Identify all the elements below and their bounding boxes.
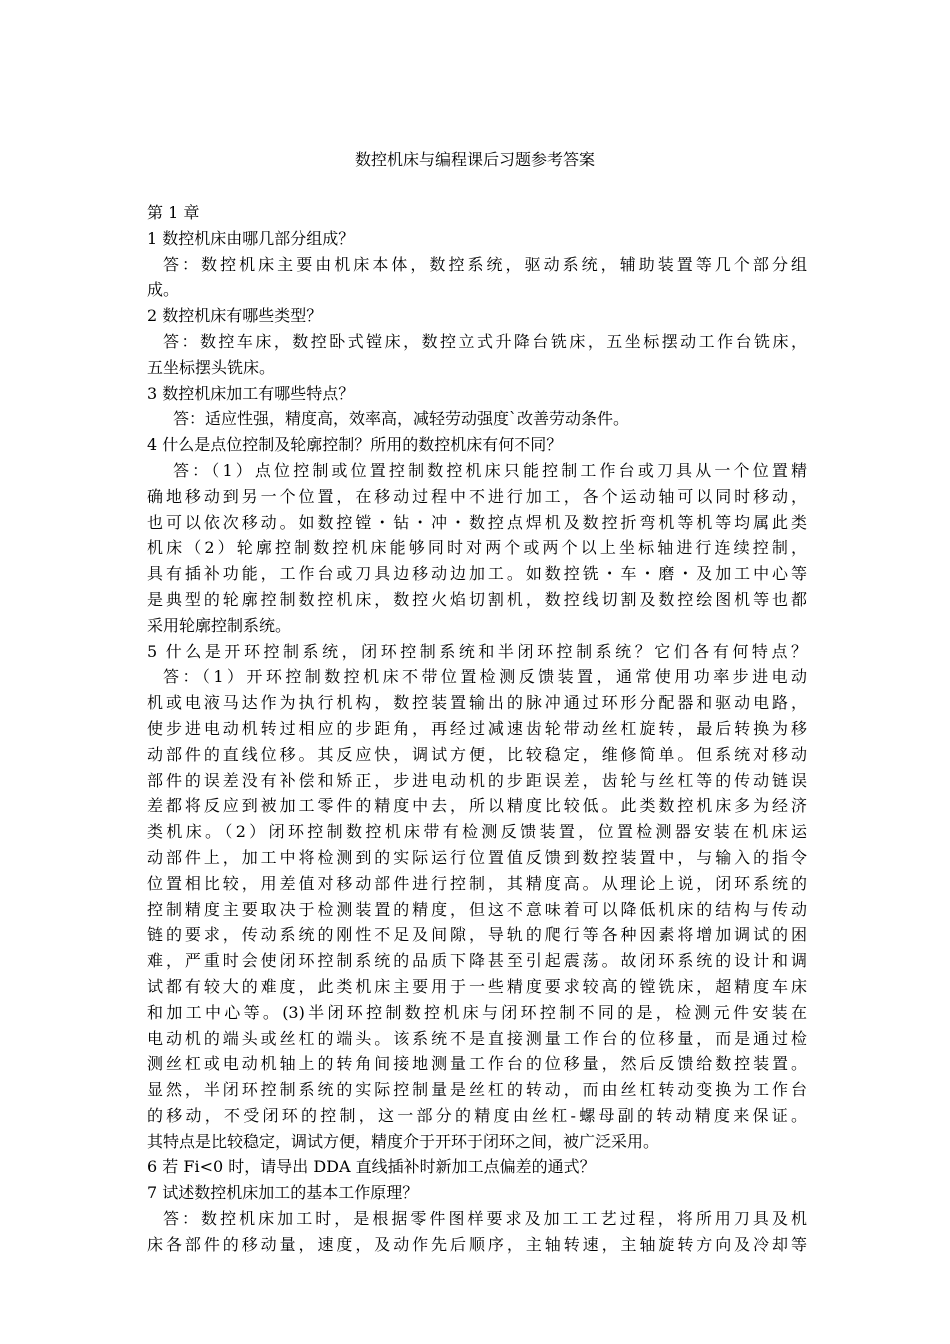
text-line: 2 数控机床有哪些类型？ [147, 306, 323, 326]
text-line: 答：数控车床，数控卧式镗床，数控立式升降台铣床，五坐标摆动工作台铣床， [163, 331, 807, 351]
text-line: 1 数控机床由哪几部分组成？ [147, 228, 355, 248]
text-line: 和加工中心等。(3)半闭环控制数控机床与闭环控制不同的是，检测元件安装在 [147, 1002, 807, 1022]
text-line: 动部件上，加工中将检测到的实际运行位置值反馈到数控装置中，与输入的指令 [147, 847, 807, 867]
text-line: 的移动，不受闭环的控制，这一部分的精度由丝杠-螺母副的转动精度来保证。 [147, 1105, 807, 1125]
text-line: 答：数控机床加工时，是根据零件图样要求及加工工艺过程，将所用刀具及机 [163, 1209, 807, 1229]
text-line: 电动机的端头或丝杠的端头。该系统不是直接测量工作台的位移量，而是通过检 [147, 1028, 807, 1048]
text-line: 第 1 章 [147, 203, 200, 222]
text-line: 4 什么是点位控制及轮廓控制？所用的数控机床有何不同？ [147, 435, 563, 455]
text-line: 成。 [147, 280, 180, 300]
text-line: 具有插补功能，工作台或刀具边移动边加工。如数控铣・车・磨・及加工中心等 [147, 564, 807, 584]
text-line: 类机床。（2）闭环控制数控机床带有检测反馈装置，位置检测器安装在机床运 [147, 822, 807, 842]
text-line: 难，严重时会使闭环控制系统的品质下降甚至引起震荡。故闭环系统的设计和调 [147, 951, 807, 971]
text-line: 7 试述数控机床加工的基本工作原理？ [147, 1183, 419, 1203]
text-line: 答：（1）点位控制或位置控制数控机床只能控制工作台或刀具从一个位置精 [173, 460, 807, 480]
text-line: 位置相比较，用差值对移动部件进行控制，其精度高。从理论上说，闭环系统的 [147, 873, 807, 893]
text-line: 答：（1）开环控制数控机床不带位置检测反馈装置，通常使用功率步进电动 [163, 667, 807, 687]
text-line: 答：适应性强，精度高，效率高，减轻劳动强度`改善劳动条件。 [173, 409, 630, 429]
text-line: 机或电液马达作为执行机构，数控装置输出的脉冲通过环形分配器和驱动电路， [147, 693, 807, 713]
document-title: 数控机床与编程课后习题参考答案 [354, 150, 595, 169]
text-line: 部件的误差没有补偿和矫正，步进电动机的步距误差，齿轮与丝杠等的传动链误 [147, 770, 807, 790]
text-line: 确地移动到另一个位置，在移动过程中不进行加工，各个运动轴可以同时移动， [147, 486, 807, 506]
text-line: 五坐标摆头铣床。 [147, 357, 276, 377]
text-line: 采用轮廓控制系统。 [147, 615, 292, 635]
text-line: 试都有较大的难度，此类机床主要用于一些精度要求较高的镗铣床，超精度车床 [147, 976, 807, 996]
text-line: 3 数控机床加工有哪些特点？ [147, 383, 355, 403]
text-line: 控制精度主要取决于检测装置的精度，但这不意味着可以降低机床的结构与传动 [147, 899, 807, 919]
text-line: 机床（2）轮廓控制数控机床能够同时对两个或两个以上坐标轴进行连续控制， [147, 538, 807, 558]
text-line: 测丝杠或电动机轴上的转角间接地测量工作台的位移量，然后反馈给数控装置。 [147, 1054, 807, 1074]
text-line: 使步进电动机转过相应的步距角，再经过减速齿轮带动丝杠旋转，最后转换为移 [147, 718, 807, 738]
text-line: 床各部件的移动量，速度，及动作先后顺序，主轴转速，主轴旋转方向及冷却等 [147, 1234, 807, 1254]
text-line: 6 若 Fi<0 时，请导出 DDA 直线插补时新加工点偏差的通式？ [147, 1157, 596, 1177]
text-line: 答：数控机床主要由机床本体，数控系统，驱动系统，辅助装置等几个部分组 [163, 254, 807, 274]
text-line: 链的要求，传动系统的刚性不足及间隙，导轨的爬行等各种因素将增加调试的困 [147, 925, 807, 945]
text-line: 是典型的轮廓控制数控机床，数控火焰切割机，数控线切割及数控绘图机等也都 [147, 589, 807, 609]
text-line: 差都将反应到被加工零件的精度中去，所以精度比较低。此类数控机床多为经济 [147, 796, 807, 816]
text-line: 动部件的直线位移。其反应快，调试方便，比较稳定，维修简单。但系统对移动 [147, 744, 807, 764]
text-line: 也可以依次移动。如数控镗・钻・冲・数控点焊机及数控折弯机等机等均属此类 [147, 512, 807, 532]
document-body [147, 200, 807, 1258]
text-line: 5 什么是开环控制系统，闭环控制系统和半闭环控制系统？它们各有何特点？ [147, 641, 807, 661]
text-line: 显然，半闭环控制系统的实际控制量是丝杠的转动，而由丝杠转动变换为工作台 [147, 1080, 807, 1100]
text-line: 其特点是比较稳定，调试方便，精度介于开环于闭环之间，被广泛采用。 [147, 1131, 660, 1151]
